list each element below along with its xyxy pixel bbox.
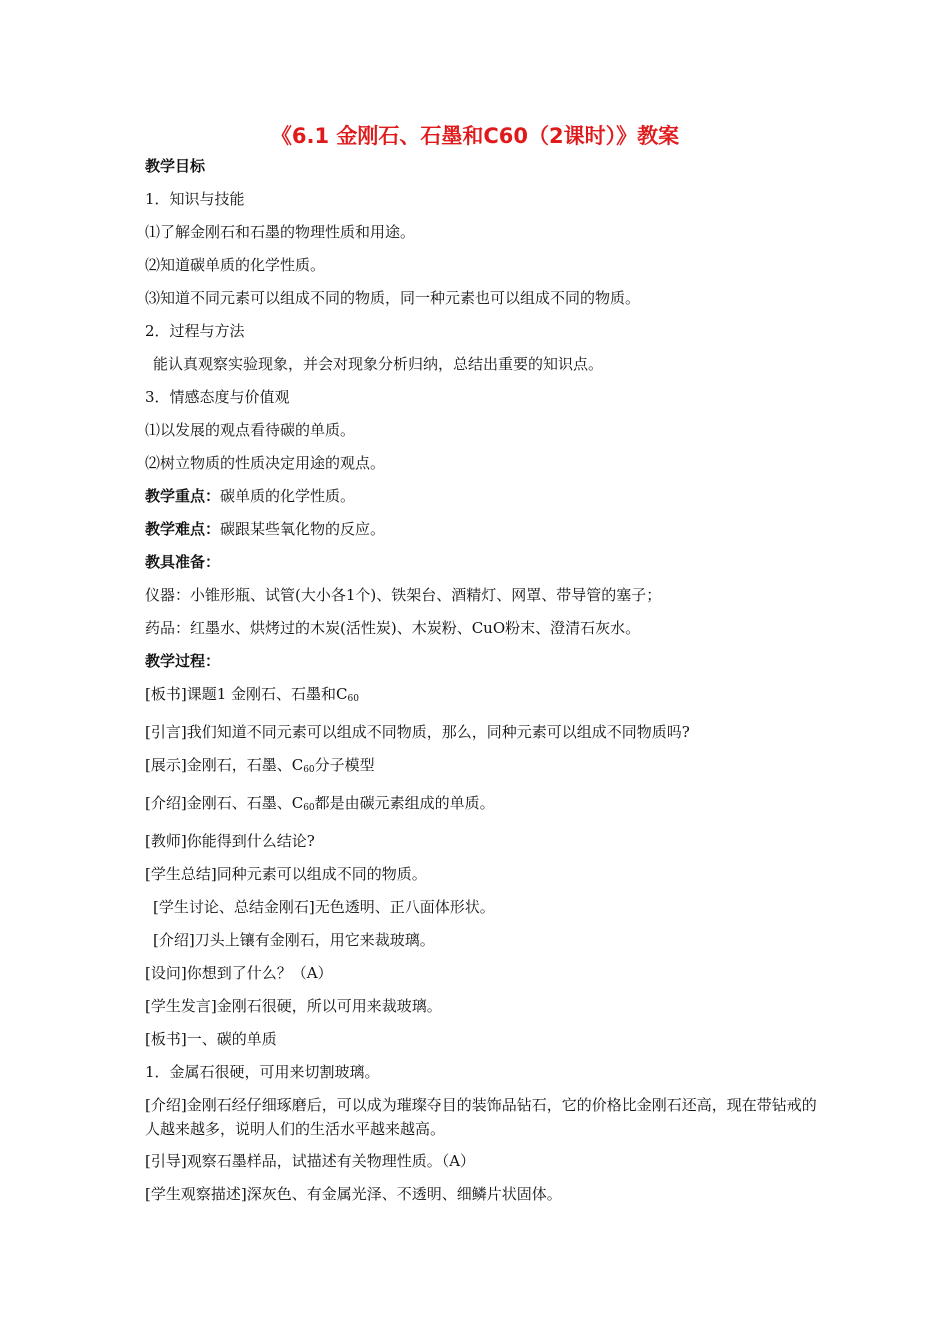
- line-text: [板书]课题1 金刚石、石墨和C: [145, 685, 348, 703]
- line-text: 碳单质的化学性质。: [220, 487, 356, 505]
- paragraph-line: ⑶知道不同元素可以组成不同的物质，同一种元素也可以组成不同的物质。: [145, 289, 641, 307]
- paragraph-line: [设问]你想到了什么？（A）: [145, 964, 333, 982]
- heading-materials: [145, 546, 825, 579]
- paragraph-line: [学生总结]同种元素可以组成不同的物质。: [145, 865, 427, 883]
- document-body: [145, 150, 825, 1211]
- document-title: 《6.1 金刚石、石墨和C60（2课时）》教案: [270, 124, 680, 148]
- paragraph-line: [介绍]刀头上镶有金刚石，用它来裁玻璃。: [153, 931, 435, 949]
- paragraph-line: [介绍]金刚石经仔细琢磨后，可以成为璀璨夺目的装饰品钻石，它的价格比金刚石还高，现在带钻戒的人越来越多，说明人们的生活水平越来越高。: [145, 1096, 817, 1138]
- line-text-after: 都是由碳元素组成的单质。: [314, 794, 495, 812]
- paragraph-line: [教师]你能得到什么结论?: [145, 832, 315, 850]
- line-bold: 教学难点：: [145, 520, 221, 538]
- line-text: [介绍]金刚石、石墨、C: [145, 794, 304, 812]
- line-text: [展示]金刚石，石墨、C: [145, 756, 304, 774]
- paragraph-line: [145, 749, 825, 787]
- line-bold: 教学目标: [145, 157, 206, 175]
- paragraph-line: [板书]一、碳的单质: [145, 1030, 277, 1048]
- paragraph-line: [学生发言]金刚石很硬，所以可用来裁玻璃。: [145, 997, 442, 1015]
- paragraph-line: [145, 678, 825, 716]
- heading-process: [145, 645, 825, 678]
- paragraph-line: 1．知识与技能: [145, 190, 245, 208]
- paragraph-line: ⑵知道碳单质的化学性质。: [145, 256, 326, 274]
- key-point-line: [145, 480, 825, 513]
- paragraph-line: 2．过程与方法: [145, 322, 245, 340]
- paragraph-line: 能认真观察实验现象，并会对现象分析归纳，总结出重要的知识点。: [153, 355, 604, 373]
- paragraph-line: ⑴以发展的观点看待碳的单质。: [145, 421, 356, 439]
- line-bold: 教学过程：: [145, 652, 221, 670]
- paragraph-line: [引言]我们知道不同元素可以组成不同物质，那么，同种元素可以组成不同物质吗?: [145, 723, 690, 741]
- subscript: 60: [303, 803, 315, 813]
- subscript: 60: [347, 694, 359, 704]
- line-text: 碳跟某些氧化物的反应。: [220, 520, 386, 538]
- paragraph-line: [引导]观察石墨样品，试描述有关物理性质。（A）: [145, 1152, 476, 1170]
- paragraph-line: 3．情感态度与价值观: [145, 388, 290, 406]
- subscript: 60: [303, 765, 315, 775]
- paragraph-line: ⑴了解金刚石和石墨的物理性质和用途。: [145, 223, 416, 241]
- paragraph-line: [学生讨论、总结金刚石]无色透明、正八面体形状。: [153, 898, 495, 916]
- paragraph-line: 1．金属石很硬，可用来切割玻璃。: [145, 1063, 380, 1081]
- line-bold: 教学重点：: [145, 487, 221, 505]
- paragraph-line: 药品：红墨水、烘烤过的木炭(活性炭)、木炭粉、CuO粉末、澄清石灰水。: [145, 619, 641, 637]
- line-bold: 教具准备：: [145, 553, 221, 571]
- paragraph-line: [145, 787, 825, 825]
- difficulty-line: [145, 513, 825, 546]
- line-text-after: 分子模型: [314, 756, 375, 774]
- paragraph-line: ⑵树立物质的性质决定用途的观点。: [145, 454, 386, 472]
- heading-objectives: [145, 150, 825, 183]
- paragraph-line: [学生观察描述]深灰色、有金属光泽、不透明、细鳞片状固体。: [145, 1185, 562, 1203]
- paragraph-line: 仪器：小锥形瓶、试管(大小各1个)、铁架台、酒精灯、网罩、带导管的塞子；: [145, 586, 662, 604]
